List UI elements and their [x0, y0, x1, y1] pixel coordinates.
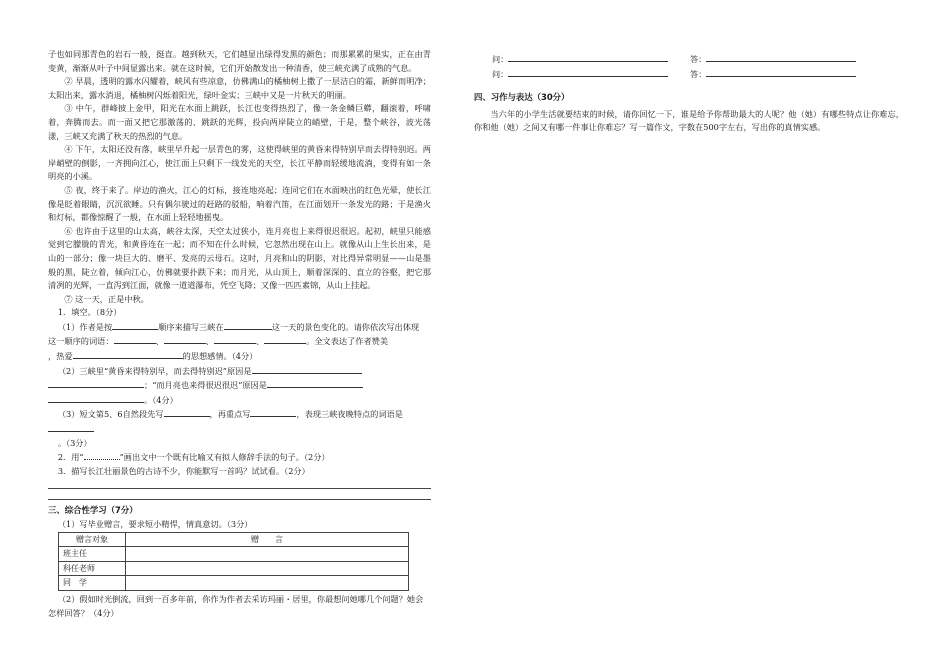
farewell-message-table [58, 532, 409, 591]
answer-blank[interactable] [706, 67, 856, 77]
question-blank[interactable] [508, 67, 668, 77]
right-column [474, 52, 904, 135]
table-header: 赠 言 [126, 532, 409, 547]
question-1-part-3: （3）短文第5、6自然段先写 ，再重点写 ，表现三峡夜晚特点的词语是 [48, 407, 431, 436]
question-2: 2．用“ ”画出文中一个既有比喻又有拟人修辞手法的句子。（2分） [57, 452, 330, 463]
answer-line[interactable] [48, 489, 431, 500]
question-1-part-1: （1）作者是按 顺序来描写三峡在 这一天的景色变化的。请你依次写出体现 [57, 321, 420, 332]
table-header: 赠言对象 [59, 532, 126, 547]
question-blank[interactable] [508, 52, 668, 62]
passage-paragraph: ② 早晨，透明的露水闪耀着，峡风有些凉意，仿佛满山的橘柚树上撒了一层洁白的霜，新鲜而明净；太阳出来，露水消退，橘柚树闪烁着阳光，绿叶金实；三峡中又是一片秋天的明丽。 [48, 76, 431, 100]
table-answer-cell[interactable] [126, 561, 409, 576]
answer-blank[interactable] [264, 334, 306, 344]
passage-paragraph: ③ 中午，群峰披上金甲，阳光在水面上跳跃，长江也变得热烈了，像一条金鳞巨蟒，翻滚着，呼啸着，奔腾而去。而一面又把它那激荡的、跳跃的光辉，投向两岸陡立的峭壁，于是，整个峡谷，波光荡漾，三峡又充满了秋天的热烈的气息。 [48, 103, 431, 141]
section-3-question-2: （2）假如时光倒流，回到一百多年前，你作为作者去采访玛丽・居里，你最想问她哪几个问题？她会怎样回答？（4分） [48, 593, 424, 618]
answer-blank[interactable] [214, 334, 256, 344]
table-row-label: 科任老师 [59, 561, 126, 576]
table-answer-cell[interactable] [126, 547, 409, 562]
answer-blank[interactable] [48, 422, 94, 432]
wavy-underline-mark [84, 450, 120, 460]
table-row-label: 班主任 [59, 547, 126, 562]
answer-line[interactable] [48, 478, 431, 489]
passage-paragraph: ⑦ 这一天，正是中秋。 [64, 293, 149, 304]
passage-paragraph: ④ 下午，太阳还没有落，峡里早升起一层青色的雾，这使得峡里的黄昏来得特别早而去得特别迟。两岸峭壁的倒影，一齐拥向江心，使江面上只剩下一线发光的天空，长江平静而轻缓地流淌，变得有如一条明亮的小溪。 [48, 144, 431, 182]
question-1-part-2-end: 。（4分） [48, 393, 431, 408]
question-1-part-2-cont: ；“而月亮也来得很迟很迟”原因是 [48, 378, 431, 393]
question-1-part-2: （2）三峡里“黄昏来得特别早，而去得特别迟”原因是 [48, 364, 431, 379]
answer-blank[interactable] [73, 349, 183, 359]
left-column [48, 48, 431, 620]
passage-paragraph: ⑤ 夜，终于来了。岸边的渔火，江心的灯标，接连地亮起；连同它们在水面映出的红色光晕，使长江像是眨着眼睛，沉沉欲睡。只有偶尔驶过的赶路的驳船，响着汽笛，在江面划开一条发光的路；于是渔火和灯标，都像惊醒了一般，在水面上轻轻地摇曳。 [48, 184, 431, 223]
answer-blank[interactable] [114, 334, 156, 344]
question-1-part-1-cont: 这一顺序的词语： 、 、 、 。全文表达了作者赞美 [48, 336, 389, 347]
passage-paragraph: ⑥ 也许由于这里的山太高，峡谷太深，天空太过狭小，连月亮也上来得很迟很迟。起初，峡里只能感觉到它朦胧的青光，和黄昏连在一起；而不知在什么时候，它忽然出现在山上。就像从山上生长出来，是山的一部分；像一块巨大的、磨平、发亮的云母石。这时，月亮和山的阴影，对比得异常明显——山是墨般的黑，陡立着，倾向江心，仿佛就要扑跌下来；而月光，从山顶上，顺着深深的、直立的谷壑，把它那清冽的光辉，一直泻到江面，就像一道道瀑布，凭空飞降；又像一匹匹素锦，从山上挂起。 [48, 225, 431, 291]
answer-blank[interactable] [252, 364, 362, 374]
table-answer-cell[interactable] [126, 576, 409, 591]
question-1-part-3-end: 。（3分） [57, 437, 92, 448]
question-1-title: 1．填空。（8分） [57, 307, 122, 318]
answer-blank[interactable] [164, 407, 210, 417]
table-row-label: 同 学 [59, 576, 126, 591]
interview-qa-row: 问： 答： [492, 52, 904, 67]
answer-blank[interactable] [164, 334, 206, 344]
answer-blank[interactable] [48, 378, 144, 388]
answer-blank[interactable] [48, 393, 144, 403]
essay-prompt: 当六年的小学生活就要结束的时候，请你回忆一下，谁是给予你帮助最大的人呢？他（她）有哪些特点让你难忘，你和他（她）之间又有哪一件事让你难忘？写一篇作文，字数在500字左右，写出你的真情实感。 [474, 108, 904, 133]
section-3-question-1: （1）写毕业赠言，要求短小精悍，情真意切。（3分） [57, 519, 253, 529]
answer-blank[interactable] [250, 407, 296, 417]
question-1-part-1-end: ，热爱 的思想感情。（4分） [48, 351, 258, 362]
section-3-heading: 三、综合性学习（7分） [48, 505, 138, 516]
answer-blank[interactable] [706, 52, 856, 62]
passage-paragraph: 子也如同那青色的岩石一般，挺直。越到秋天，它们越显出绿得发黑的颜色；而那累累的果实，正在由青变黄，渐渐从叶子中间显露出来。就在这时候，它们开始散发出一种清香，使三峡充满了成熟的气息。 [48, 49, 431, 73]
answer-blank[interactable] [267, 378, 363, 388]
interview-qa-row: 问： 答： [492, 67, 904, 82]
section-4-heading: 四、习作与表达（30分） [474, 92, 570, 103]
question-3: 3．描写长江壮丽景色的古诗不少，你能默写一首吗？试试看。（2分） [57, 465, 310, 476]
answer-blank[interactable] [112, 320, 158, 330]
answer-blank[interactable] [224, 320, 272, 330]
